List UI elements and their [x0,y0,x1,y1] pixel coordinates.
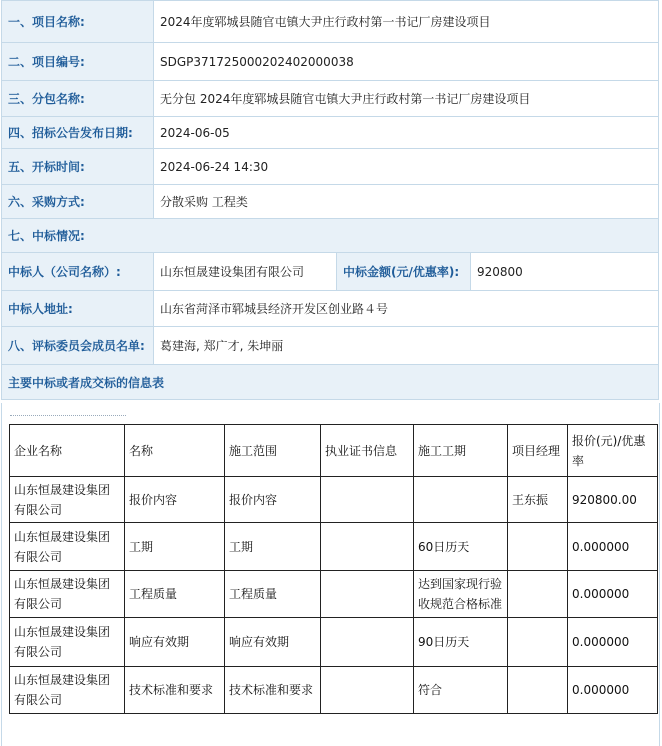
cell-certificate [321,667,414,714]
publish-date-label: 四、招标公告发布日期: [2,117,154,149]
cell-duration: 60日历天 [414,523,508,571]
cell-company: 山东恒晟建设集团有限公司 [10,477,125,523]
table-row [10,618,658,667]
cell-manager [508,571,568,618]
cell-manager: 王东振 [508,477,568,523]
cell-price: 0.000000 [568,618,658,667]
table-row [10,477,658,523]
cell-scope: 报价内容 [225,477,321,523]
cell-name: 响应有效期 [125,618,225,667]
project-no-value: SDGP371725000202402000038 [154,43,659,81]
cell-certificate [321,523,414,571]
detail-title: 主要中标或者成交标的信息表 [2,365,659,400]
address-row [2,291,659,327]
cell-company: 山东恒晟建设集团有限公司 [10,618,125,667]
open-time-row [2,149,659,185]
cell-scope: 工期 [225,523,321,571]
table-row [10,571,658,618]
cell-price: 0.000000 [568,667,658,714]
project-name-value: 2024年度郓城县随官屯镇大尹庄行政村第一书记厂房建设项目 [154,1,659,43]
cell-scope: 工程质量 [225,571,321,618]
cell-price: 0.000000 [568,523,658,571]
header-manager: 项目经理 [508,425,568,477]
project-name-label: 一、项目名称: [2,1,154,43]
cell-price: 920800.00 [568,477,658,523]
cell-name: 工程质量 [125,571,225,618]
package-value: 无分包 2024年度郓城县随官屯镇大尹庄行政村第一书记厂房建设项目 [154,81,659,117]
cell-manager [508,667,568,714]
winner-row [2,253,659,291]
detail-header-row [10,425,658,477]
header-duration: 施工工期 [414,425,508,477]
winner-value: 山东恒晟建设集团有限公司 [154,253,337,291]
method-label: 六、采购方式: [2,185,154,219]
winning-row [2,219,659,253]
winner-label: 中标人（公司名称）: [2,253,154,291]
cell-company: 山东恒晟建设集团有限公司 [10,523,125,571]
cell-duration: 90日历天 [414,618,508,667]
cell-duration: 达到国家现行验收规范合格标准 [414,571,508,618]
cell-name: 工期 [125,523,225,571]
cell-name: 技术标准和要求 [125,667,225,714]
cell-company: 山东恒晟建设集团有限公司 [10,667,125,714]
open-time-value: 2024-06-24 14:30 [154,149,659,185]
package-row [2,81,659,117]
detail-section [1,403,660,746]
committee-row [2,327,659,365]
amount-label: 中标金额(元/优惠率): [337,253,471,291]
cell-scope: 响应有效期 [225,618,321,667]
amount-value: 920800 [471,253,659,291]
detail-title-row [2,365,659,400]
table-row [10,523,658,571]
detail-table [9,424,658,714]
open-time-label: 五、开标时间: [2,149,154,185]
address-value: 山东省菏泽市郓城县经济开发区创业路４号 [154,291,659,327]
cell-manager [508,618,568,667]
project-info-table [1,0,659,400]
header-scope: 施工范围 [225,425,321,477]
divider [10,415,126,416]
publish-date-value: 2024-06-05 [154,117,659,149]
cell-scope: 技术标准和要求 [225,667,321,714]
project-name-row [2,1,659,43]
method-value: 分散采购 工程类 [154,185,659,219]
cell-certificate [321,477,414,523]
cell-manager [508,523,568,571]
cell-duration [414,477,508,523]
publish-date-row [2,117,659,149]
header-price: 报价(元)/优惠率 [568,425,658,477]
cell-price: 0.000000 [568,571,658,618]
header-certificate: 执业证书信息 [321,425,414,477]
cell-company: 山东恒晟建设集团有限公司 [10,571,125,618]
address-label: 中标人地址: [2,291,154,327]
package-label: 三、分包名称: [2,81,154,117]
method-row [2,185,659,219]
cell-duration: 符合 [414,667,508,714]
cell-certificate [321,618,414,667]
project-no-row [2,43,659,81]
header-company: 企业名称 [10,425,125,477]
table-row [10,667,658,714]
committee-value: 葛建海, 郑广才, 朱坤丽 [154,327,659,365]
project-no-label: 二、项目编号: [2,43,154,81]
committee-label: 八、评标委员会成员名单: [2,327,154,365]
winning-label: 七、中标情况: [2,219,659,253]
cell-name: 报价内容 [125,477,225,523]
header-name: 名称 [125,425,225,477]
cell-certificate [321,571,414,618]
